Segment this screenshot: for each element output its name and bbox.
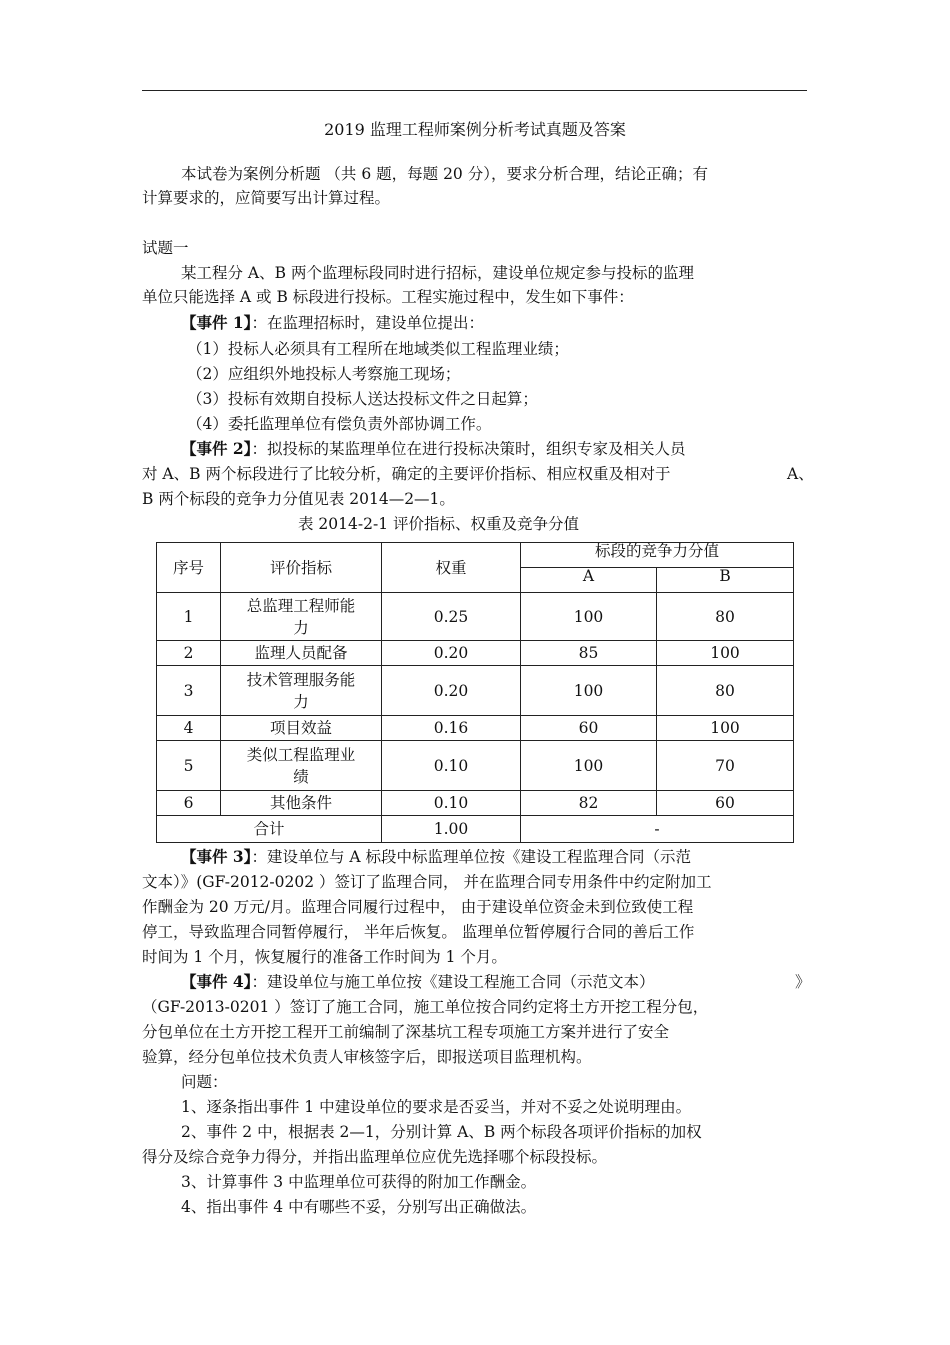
total-label: 合计: [157, 816, 382, 843]
event2-label: 【事件 2】: [181, 439, 252, 458]
questions-heading: 问题：: [181, 1073, 228, 1091]
row-score-a: 100: [521, 741, 657, 791]
question-item-4: 4、指出事件 4 中有哪些不妥，分别写出正确做法。: [181, 1198, 537, 1216]
event2-line-3: B 两个标段的竞争力分值见表 2014—2—1。: [142, 490, 455, 508]
question-item-2-cont: 得分及综合竞争力得分，并指出监理单位应优先选择哪个标段投标。: [142, 1148, 608, 1166]
row-no: 6: [157, 791, 221, 816]
header-no: 序号: [157, 543, 221, 593]
row-no: 2: [157, 641, 221, 666]
background-line-2: 单位只能选择 A 或 B 标段进行投标。工程实施过程中，发生如下事件：: [142, 288, 634, 306]
event1-item-3: （3）投标有效期自投标人送达投标文件之日起算；: [187, 390, 538, 408]
header-weight: 权重: [382, 543, 521, 593]
event4-label: 【事件 4】: [181, 972, 252, 991]
row-no: 3: [157, 666, 221, 716]
row-no: 5: [157, 741, 221, 791]
event1-text: ：在监理招标时，建设单位提出：: [251, 314, 484, 332]
table-row: [157, 741, 794, 791]
total-weight: 1.00: [382, 816, 521, 843]
row-score-b: 100: [657, 641, 794, 666]
row-indicator-line-1: 其他条件: [269, 794, 332, 812]
row-indicator-line-2: 绩: [293, 767, 309, 786]
row-indicator-line-1: 类似工程监理业: [246, 745, 356, 764]
table-total-row: [157, 816, 794, 843]
row-no: 1: [157, 593, 221, 641]
header-rule: [142, 90, 807, 91]
row-weight: 0.25: [382, 593, 521, 641]
row-indicator-line-1: 技术管理服务能: [246, 670, 356, 689]
event4-line-1-tail: 》: [795, 973, 811, 991]
row-score-a: 100: [521, 593, 657, 641]
event4-line-1: [181, 970, 654, 994]
row-indicator: [221, 666, 382, 716]
event4-text-1: ：建设单位与施工单位按《建设工程施工合同（示范文本）: [251, 973, 655, 991]
event1-item-4: （4）委托监理单位有偿负责外部协调工作。: [187, 415, 492, 433]
event4-line-2: （GF-2013-0201 ）签订了施工合同，施工单位按合同约定将土方开挖工程分包，: [142, 998, 709, 1016]
row-weight: 0.20: [382, 666, 521, 716]
table-row: [157, 791, 794, 816]
row-indicator: [221, 593, 382, 641]
row-weight: 0.16: [382, 716, 521, 741]
row-indicator-line-2: 力: [293, 618, 309, 637]
event1-item-1: （1）投标人必须具有工程所在地域类似工程监理业绩；: [187, 340, 569, 358]
event3-line-2: 文本）》(GF-2012-0202 ）签订了监理合同， 并在监理合同专用条件中约定附加工: [142, 873, 712, 891]
row-weight: 0.20: [382, 641, 521, 666]
event3-line-4: 停工，导致监理合同暂停履行， 半年后恢复。 监理单位暂停履行合同的善后工作: [142, 923, 695, 941]
table-row: [157, 593, 794, 641]
header-b: B: [657, 568, 794, 593]
row-weight: 0.10: [382, 741, 521, 791]
event3-text-1: ：建设单位与 A 标段中标监理单位按《建设工程监理合同（示范: [251, 848, 691, 866]
row-score-a: 100: [521, 666, 657, 716]
row-indicator-line-1: 总监理工程师能: [246, 596, 356, 615]
background-line-1: 某工程分 A、B 两个监理标段同时进行招标，建设单位规定参与投标的监理: [181, 264, 694, 282]
event3-label: 【事件 3】: [181, 847, 252, 866]
document-title: 2019 监理工程师案例分析考试真题及答案: [324, 120, 626, 139]
event1-line: [181, 311, 484, 335]
table-header-row: [157, 543, 794, 568]
row-indicator: [221, 741, 382, 791]
row-score-b: 70: [657, 741, 794, 791]
row-indicator: [221, 716, 382, 741]
table-caption: 表 2014-2-1 评价指标、权重及竞争分值: [298, 515, 579, 533]
row-score-b: 100: [657, 716, 794, 741]
table-row: [157, 666, 794, 716]
table-row: [157, 641, 794, 666]
row-score-b: 80: [657, 666, 794, 716]
row-score-b: 60: [657, 791, 794, 816]
event2-line-1: [181, 437, 685, 461]
row-weight: 0.10: [382, 791, 521, 816]
header-indicator: 评价指标: [221, 543, 382, 593]
question1-heading: 试题一: [142, 239, 189, 257]
evaluation-table: [156, 542, 794, 843]
total-score: -: [521, 816, 794, 843]
event4-line-3: 分包单位在土方开挖工程开工前编制了深基坑工程专项施工方案并进行了安全: [142, 1023, 670, 1041]
question-item-1: 1、逐条指出事件 1 中建设单位的要求是否妥当，并对不妥之处说明理由。: [181, 1098, 692, 1116]
row-indicator-line-2: 力: [293, 692, 309, 711]
event4-line-4: 验算，经分包单位技术负责人审核签字后，即报送项目监理机构。: [142, 1048, 592, 1066]
row-indicator-line-1: 项目效益: [269, 719, 332, 737]
table-row: [157, 716, 794, 741]
event3-line-5: 时间为 1 个月，恢复履行的准备工作时间为 1 个月。: [142, 948, 507, 966]
row-no: 4: [157, 716, 221, 741]
row-indicator: [221, 791, 382, 816]
intro-line-2: 计算要求的，应简要写出计算过程。: [142, 189, 391, 207]
event2-line-2-tail: A、: [787, 465, 814, 483]
event1-label: 【事件 1】: [181, 313, 252, 332]
question-item-2: 2、事件 2 中，根据表 2—1，分别计算 A、B 两个标段各项评价指标的加权: [181, 1123, 702, 1141]
row-score-a: 85: [521, 641, 657, 666]
row-score-a: 82: [521, 791, 657, 816]
event2-text-1: ：拟投标的某监理单位在进行投标决策时，组织专家及相关人员: [251, 440, 686, 458]
event3-line-3: 作酬金为 20 万元/月。监理合同履行过程中， 由于建设单位资金未到位致使工程: [142, 898, 694, 916]
row-score-b: 80: [657, 593, 794, 641]
row-indicator-line-1: 监理人员配备: [254, 644, 348, 662]
row-indicator: [221, 641, 382, 666]
event3-line-1: [181, 845, 691, 869]
event1-item-2: （2）应组织外地投标人考察施工现场；: [187, 365, 461, 383]
event2-line-2: 对 A、B 两个标段进行了比较分析，确定的主要评价指标、相应权重及相对于: [142, 465, 671, 483]
intro-line-1: 本试卷为案例分析题 （共 6 题，每题 20 分），要求分析合理，结论正确；有: [181, 165, 708, 183]
header-score-group: 标段的竞争力分值: [521, 543, 794, 568]
row-score-a: 60: [521, 716, 657, 741]
header-a: A: [521, 568, 657, 593]
question-item-3: 3、计算事件 3 中监理单位可获得的附加工作酬金。: [181, 1173, 537, 1191]
